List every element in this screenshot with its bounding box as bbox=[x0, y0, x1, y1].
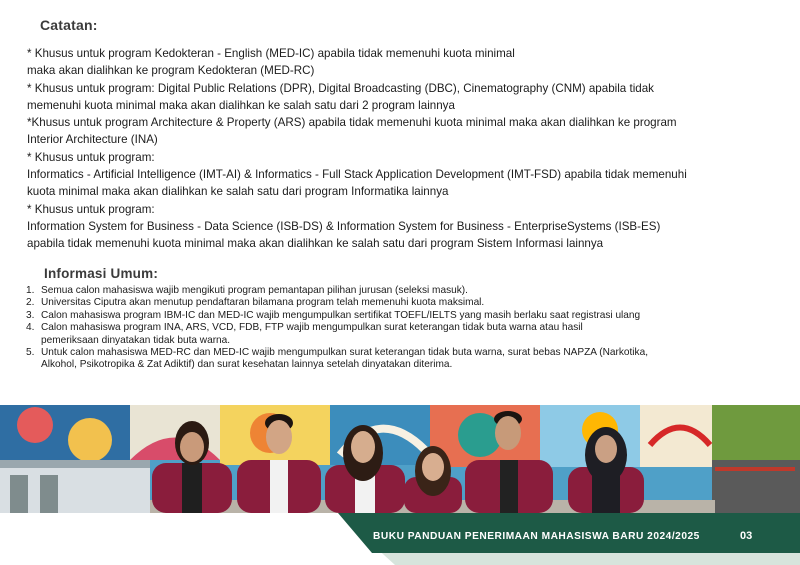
note-line: *Khusus untuk program Architecture & Property (ARS) apabila tidak memenuhi kuota minimal maka akan dialihkan ke program bbox=[27, 116, 677, 130]
list-text: Calon mahasiswa program IBM-IC dan MED-IC wajib mengumpulkan sertifikat TOEFL/IELTS yang masih berlaku saat registrasi ulang bbox=[41, 309, 641, 321]
list-item bbox=[26, 347, 776, 372]
students-photo bbox=[0, 405, 800, 513]
note-line: memenuhi kuota minimal maka akan dialihkan ke salah satu dari 2 program lainnya bbox=[27, 98, 455, 112]
list-text: Semua calon mahasiswa wajib mengikuti program pemantapan pilihan jurusan (seleksi masuk). bbox=[41, 285, 468, 296]
informasi-list bbox=[26, 285, 776, 372]
list-item bbox=[26, 297, 776, 309]
list-text: Universitas Ciputra akan menutup pendaftaran bilamana program telah memenuhi kuota maksimal. bbox=[41, 297, 485, 309]
note-line: Interior Architecture (INA) bbox=[27, 133, 158, 147]
note-line: apabila tidak memenuhi kuota minimal maka akan dialihkan ke salah satu dari program Sistem Informasi lainnya bbox=[27, 237, 604, 251]
note-line: Information System for Business - Data Science (ISB-DS) & Information System for Business - EnterpriseSystems (ISB-ES) bbox=[27, 219, 661, 233]
mural-shape bbox=[68, 418, 112, 462]
students-photo-illustration bbox=[0, 405, 800, 513]
note-line: * Khusus untuk program: bbox=[27, 202, 155, 216]
list-number: 4. bbox=[26, 322, 35, 334]
informasi-heading: Informasi Umum: bbox=[44, 266, 159, 281]
list-number: 3. bbox=[26, 309, 35, 321]
note-line: Informatics - Artificial Intelligence (IMT-AI) & Informatics - Full Stack Application Development (IMT-FSD) apabila tidak memenuhi bbox=[27, 168, 687, 182]
building-window bbox=[10, 475, 28, 513]
list-text: Alkohol, Psikotropika & Zat Adiktif) dan surat kesehatan lainnya setelah dinyatakan diterima. bbox=[41, 359, 453, 371]
list-item bbox=[26, 322, 776, 347]
building-beam bbox=[715, 467, 795, 471]
mural-shape bbox=[17, 407, 53, 443]
list-text: pemeriksaan dinyatakan tidak buta warna. bbox=[41, 334, 231, 346]
footer-title: BUKU PANDUAN PENERIMAAN MAHASISWA BARU 2024/2025 bbox=[373, 531, 700, 542]
list-number: 5. bbox=[26, 347, 35, 359]
note-line: maka akan dialihkan ke program Kedokteran (MED-RC) bbox=[27, 64, 315, 78]
list-item bbox=[26, 285, 776, 297]
building-window bbox=[40, 475, 58, 513]
note-line: * Khusus untuk program: bbox=[27, 150, 155, 164]
building-roof bbox=[0, 460, 150, 468]
catatan-heading: Catatan: bbox=[40, 17, 98, 33]
list-item bbox=[26, 310, 776, 322]
note-line: kuota minimal maka akan dialihkan ke salah satu dari program Informatika lainnya bbox=[27, 185, 449, 199]
green-wall bbox=[712, 405, 800, 465]
list-text: Calon mahasiswa program INA, ARS, VCD, FDB, FTP wajib mengumpulkan surat keterangan tidak buta warna atau hasil bbox=[41, 322, 583, 334]
list-text: Untuk calon mahasiswa MED-RC dan MED-IC wajib mengumpulkan surat keterangan tidak buta warna, surat bebas NAPZA (Narkotika, bbox=[41, 347, 649, 359]
list-number: 2. bbox=[26, 297, 35, 309]
list-number: 1. bbox=[26, 285, 35, 296]
catatan-notes bbox=[27, 45, 777, 253]
note-line: * Khusus untuk program Kedokteran - English (MED-IC) apabila tidak memenuhi kuota minimal bbox=[27, 47, 515, 60]
page-number: 03 bbox=[740, 530, 753, 542]
note-line: * Khusus untuk program: Digital Public Relations (DPR), Digital Broadcasting (DBC), Cinematography (CNM) apabila tidak bbox=[27, 81, 654, 95]
